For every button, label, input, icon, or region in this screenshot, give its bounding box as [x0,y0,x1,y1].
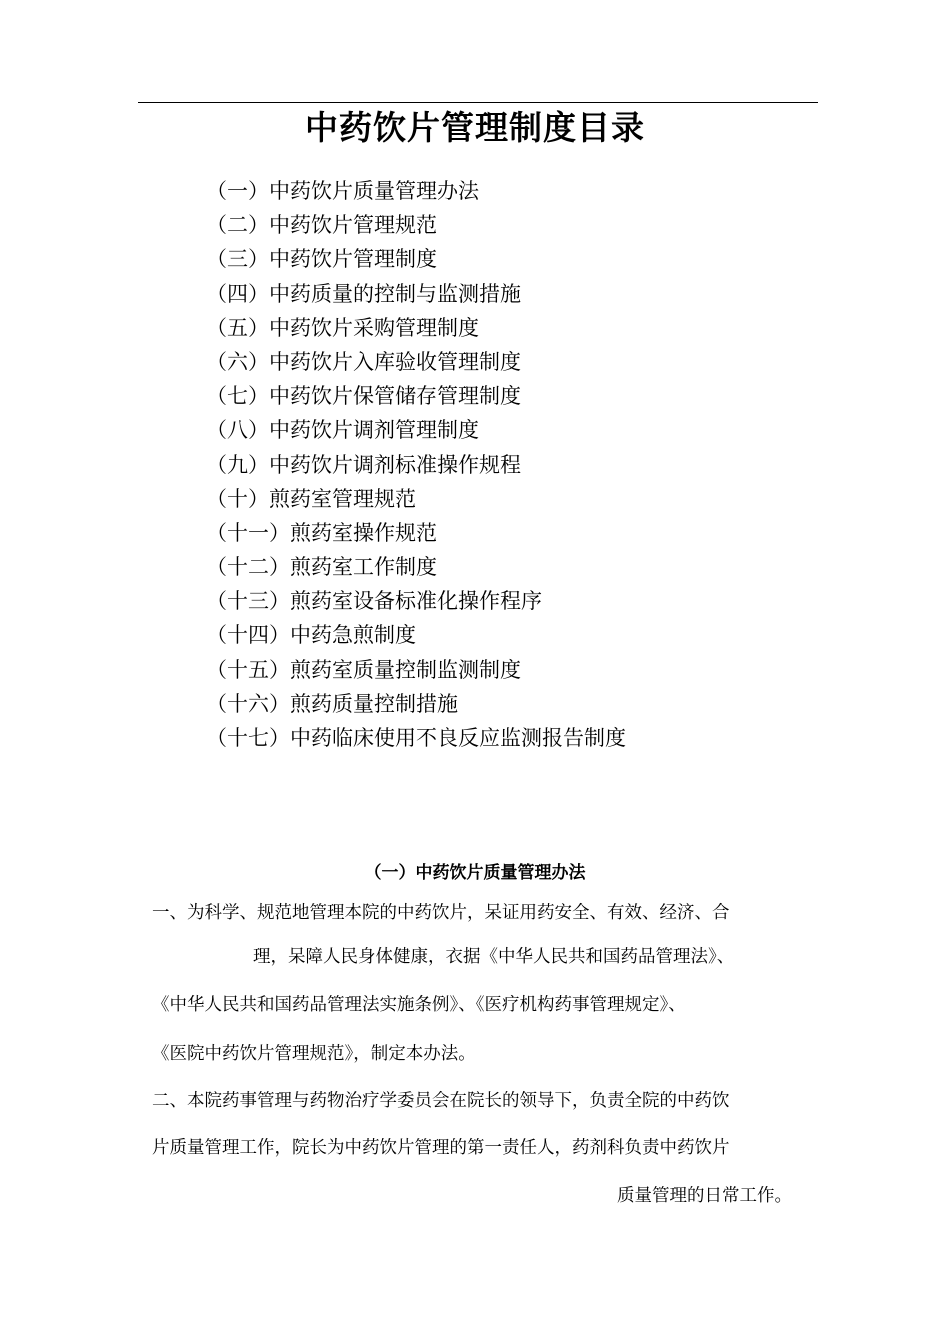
paragraph-line: 一、为科学、规范地管理本院的中药饮片，呆证用药安全、有效、经济、合 [152,903,730,923]
paragraph-line: 《中华人民共和国药品管理法实施条例》、《医疗机构药事管理规定》、 [152,995,686,1015]
toc-item: （十六）煎药质量控制措施 [206,691,458,716]
paragraph-line: 二、本院药事管理与药物治疗学委员会在院长的领导下，负责全院的中药饮 [152,1091,730,1111]
header-rule [138,102,818,103]
paragraph-line: 理，呆障人民身体健康，衣据《中华人民共和国药品管理法》、 [253,947,735,967]
toc-item: （十一）煎药室操作规范 [206,520,437,545]
toc-item: （一）中药饮片质量管理办法 [206,179,479,203]
document-title: 中药饮片管理制度目录 [305,108,645,147]
section-heading: （一）中药饮片质量管理办法 [364,863,586,883]
toc-item: （十七）中药临床使用不良反应监测报告制度 [206,726,626,750]
toc-item: （八）中药饮片调剂管理制度 [206,418,479,443]
toc-item: （四）中药质量的控制与监测措施 [206,281,521,306]
toc-item: （十四）中药急煎制度 [206,623,416,648]
toc-item: （七）中药饮片保管储存管理制度 [206,384,521,409]
paragraph-line: 《医院中药饮片管理规范》，制定本办法。 [152,1044,476,1064]
toc-item: （十二）煎药室工作制度 [206,555,437,580]
toc-item: （九）中药饮片调剂标准操作规程 [206,452,521,477]
table-of-contents [206,174,626,755]
toc-item: （三）中药饮片管理制度 [206,247,437,272]
toc-item: （二）中药饮片管理规范 [206,213,437,238]
toc-item: （五）中药饮片采购管理制度 [206,315,479,340]
paragraph-line: 质量管理的日常工作。 [617,1186,792,1206]
toc-item: （十三）煎药室设备标准化操作程序 [206,589,542,614]
toc-item: （六）中药饮片入库验收管理制度 [206,349,521,374]
paragraph-line: 片质量管理工作，院长为中药饮片管理的第一责任人，药剂科负责中药饮片 [152,1138,730,1158]
toc-item: （十）煎药室管理规范 [206,486,416,511]
toc-item: （十五）煎药室质量控制监测制度 [206,657,521,682]
